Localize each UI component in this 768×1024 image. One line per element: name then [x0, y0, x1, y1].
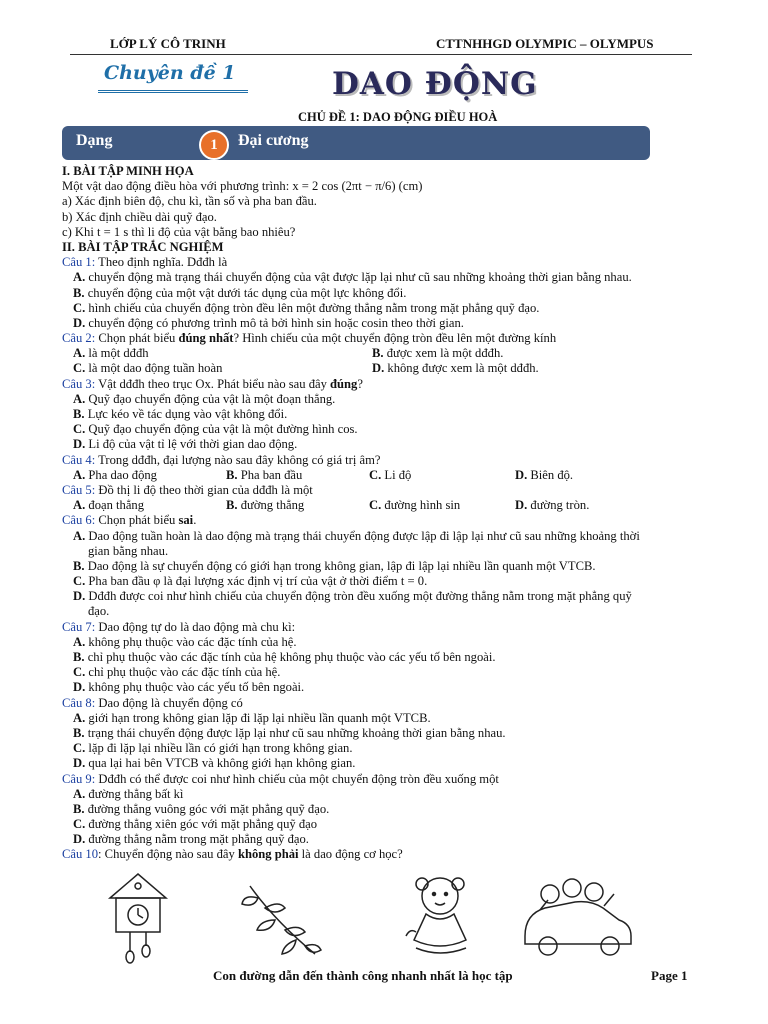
answer-option-cont: đạo.	[88, 604, 110, 619]
page-title: DAO ĐỘNG	[332, 66, 538, 102]
question-text: Theo định nghĩa. Dđđh là	[95, 255, 228, 270]
question-emphasis: đúng nhất	[178, 331, 234, 346]
question-text: Dao động tự do là dao động mà chu kì:	[95, 619, 296, 634]
question-10	[62, 847, 702, 862]
option-letter: D.	[73, 315, 86, 330]
answer-row	[62, 361, 702, 376]
page-number: Page 1	[651, 968, 688, 983]
worksheet-content	[62, 164, 702, 863]
question-label: Câu 6:	[62, 513, 96, 528]
option-letter: B.	[73, 285, 85, 300]
question-text: Vật dđđh theo trục Ox. Phát biểu nào sau đây	[95, 376, 331, 391]
question-text: là dao động cơ học?	[298, 847, 403, 862]
question-text: Dao động là chuyển động có	[95, 695, 243, 710]
header-right: CTTNHHGD OLYMPIC – OLYMPUS	[436, 36, 654, 51]
section1-item-c: c) Khi t = 1 s thì li độ của vật bằng bao nhiêu?	[62, 224, 296, 239]
answer-option: B. đường thẳng	[226, 498, 305, 513]
answer-option: A. Pha dao động	[73, 467, 157, 482]
answer-option: D. Li độ của vật tỉ lệ với thời gian dao động.	[73, 437, 298, 452]
answer-option: C. Pha ban đầu φ là đại lượng xác định vị trí của vật ở thời điểm t = 0.	[73, 574, 428, 589]
answer-option	[62, 316, 702, 331]
question-text: Chọn phát biểu	[95, 513, 179, 528]
question-label: Câu 5:	[62, 482, 96, 497]
question-label: Câu 4:	[62, 452, 96, 467]
answer-option: D. không phụ thuộc vào các yếu tố bên ngoài.	[73, 680, 305, 695]
answer-option	[62, 301, 702, 316]
section1-item-b: b) Xác định chiều dài quỹ đạo.	[62, 209, 217, 224]
question-2	[62, 331, 702, 346]
dang-banner	[62, 126, 650, 160]
question-label: Câu 1:	[62, 255, 96, 270]
option-letter: C.	[73, 300, 86, 315]
answer-option: A. không phụ thuộc vào các đặc tính của hệ.	[73, 634, 297, 649]
branch-leaves-icon	[242, 886, 321, 954]
answer-option: A. Quỹ đạo chuyển động của vật là một đoạn thẳng.	[73, 391, 336, 406]
question-text: .	[193, 513, 197, 528]
question-10-illustrations	[100, 866, 660, 966]
question-label: Câu 8:	[62, 695, 96, 710]
chuyen-de-underline	[98, 90, 248, 93]
question-label: Câu 2:	[62, 331, 96, 346]
header-left: LỚP LÝ CÔ TRINH	[110, 36, 226, 51]
answer-option: A. Dao động tuần hoàn là dao động mà trạng thái chuyển động được lập đi lập lại như cũ sau những khoảng thời	[73, 528, 640, 543]
question-text: Dđđh có thể được coi như hình chiếu của một chuyển động tròn đều xuống một	[95, 771, 499, 786]
question-text: Chọn phát biểu	[95, 331, 179, 346]
section1-item-a: a) Xác định biên độ, chu kì, tần số và pha ban đầu.	[62, 194, 317, 209]
question-4	[62, 453, 702, 468]
answer-option: A. là một dđđh	[73, 346, 149, 361]
page-subtitle: CHỦ ĐỀ 1: DAO ĐỘNG ĐIỀU HOÀ	[298, 110, 498, 124]
answer-option: D. không được xem là một dđđh.	[372, 361, 539, 376]
question-label: Câu 7:	[62, 619, 96, 634]
answer-option: A. đường thẳng bất kì	[73, 786, 184, 801]
answer-option-cont: gian bằng nhau.	[88, 543, 169, 558]
question-label: Câu 9:	[62, 771, 96, 786]
question-text: ?	[357, 376, 363, 391]
answer-option: D. đường thẳng nằm trong mặt phẳng quỹ đạo.	[73, 832, 309, 847]
answer-option: C. đường thẳng xiên góc với mặt phẳng quỹ đạo	[73, 817, 318, 832]
answer-option: D. Dđđh được coi như hình chiếu của chuyển động tròn đều xuống một đường thẳng nằm trong mặt phẳng quỹ	[73, 589, 632, 604]
answer-option: B. Lực kéo về tác dụng vào vật không đổi.	[73, 407, 288, 421]
question-9	[62, 772, 702, 787]
footer-motto: Con đường dẫn đến thành công nhanh nhất là học tập	[213, 968, 513, 983]
answer-option: B. Pha ban đầu	[226, 467, 303, 482]
answer-option: C. là một dao động tuần hoàn	[73, 361, 223, 376]
option-letter: A.	[73, 270, 86, 285]
chuyen-de-badge	[98, 62, 248, 90]
option-text: hình chiếu của chuyển động tròn đều lên một đường thẳng nằm trong mặt phẳng quỹ đạo.	[88, 300, 540, 315]
answer-option: B. chỉ phụ thuộc vào các đặc tính của hệ không phụ thuộc vào các yếu tố bên ngoài.	[73, 650, 496, 664]
section1-heading: I. BÀI TẬP MINH HỌA	[62, 164, 194, 178]
dang-name: Đại cương	[238, 132, 309, 149]
question-emphasis: không phải	[237, 847, 299, 862]
answer-row	[62, 468, 702, 483]
cuckoo-clock-icon	[110, 874, 166, 963]
answer-option	[62, 286, 702, 301]
section2-heading: II. BÀI TẬP TRẮC NGHIỆM	[62, 239, 224, 254]
answer-option: C. lặp đi lặp lại nhiều lần có giới hạn trong không gian.	[73, 741, 353, 756]
question-text: Trong dđđh, đại lượng nào sau đây không có giá trị âm?	[95, 452, 381, 467]
option-text: chuyển động của một vật dưới tác dụng của một lực không đổi.	[87, 285, 407, 300]
girl-on-swing-icon	[406, 878, 466, 953]
answer-option: D. đường tròn.	[515, 498, 590, 513]
question-8	[62, 696, 702, 711]
answer-option: B. Dao động là sự chuyển động có giới hạn trong không gian, lập đi lập lại nhiều lần quanh một VTCB.	[73, 558, 596, 573]
answer-option: C. Quỹ đạo chuyển động của vật là một đường hình cos.	[73, 422, 358, 437]
question-1	[62, 255, 702, 270]
answer-option: D. Biên độ.	[515, 467, 574, 482]
chuyen-de-label: Chuyên đề 1	[104, 62, 236, 84]
question-label: Câu 10	[62, 847, 99, 862]
question-text: ? Hình chiếu của một chuyển động tròn đều lên một đường kính	[233, 331, 557, 346]
question-3	[62, 377, 702, 392]
answer-option: C. chỉ phụ thuộc vào các đặc tính của hệ.	[73, 665, 281, 680]
question-emphasis: đúng	[330, 376, 358, 391]
dang-label: Dạng	[76, 132, 113, 149]
question-7	[62, 620, 702, 635]
header-divider	[70, 54, 692, 55]
answer-row	[62, 498, 702, 513]
family-car-icon	[525, 879, 631, 955]
option-text: chuyển động mà trạng thái chuyển động của vật được lặp lại như cũ sau những khoảng thời gian bằng nhau.	[88, 270, 632, 285]
answer-row	[62, 346, 702, 361]
question-text: : Chuyển động nào sau đây	[98, 847, 238, 862]
answer-option: B. đường thẳng vuông góc với mặt phẳng quỹ đạo.	[73, 801, 330, 816]
question-label: Câu 3:	[62, 376, 96, 391]
answer-option: C. đường hình sin	[369, 498, 461, 513]
dang-number-badge: 1	[199, 130, 229, 160]
question-text: Đồ thị li độ theo thời gian của dđđh là một	[95, 482, 313, 497]
answer-option: C. Li độ	[369, 467, 412, 482]
question-6	[62, 513, 702, 528]
answer-option	[62, 270, 702, 285]
answer-option: D. qua lại hai bên VTCB và không giới hạn không gian.	[73, 756, 356, 771]
answer-option: A. đoạn thẳng	[73, 498, 145, 513]
option-text: chuyển động có phương trình mô tả bởi hình sin hoặc cosin theo thời gian.	[88, 315, 464, 330]
question-emphasis: sai	[178, 513, 194, 528]
answer-option: B. trạng thái chuyển động được lặp lại như cũ sau những khoảng thời gian bằng nhau.	[73, 725, 506, 740]
answer-option: B. được xem là một dđđh.	[372, 346, 504, 361]
answer-option: A. giới hạn trong không gian lặp đi lặp lại nhiều lần quanh một VTCB.	[73, 710, 431, 725]
question-5	[62, 483, 702, 498]
section1-intro: Một vật dao động điều hòa với phương trình: x = 2 cos (2πt − π/6) (cm)	[62, 179, 423, 194]
